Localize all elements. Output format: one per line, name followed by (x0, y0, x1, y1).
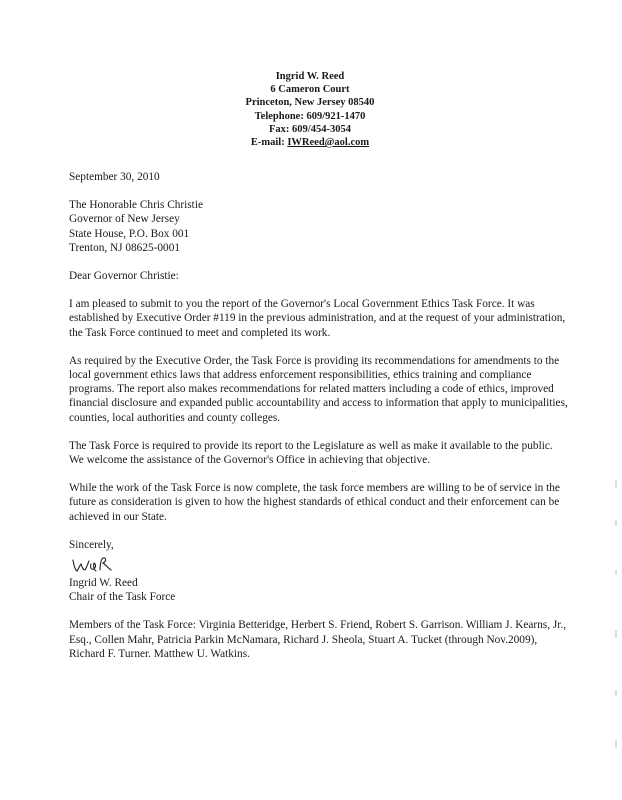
sender-fax: Fax: 609/454-3054 (269, 123, 351, 135)
sender-city: Princeton, New Jersey 08540 (245, 97, 375, 109)
sender-telephone: Telephone: 609/921-1470 (254, 110, 366, 122)
recipient-line: Governor of New Jersey (69, 213, 180, 226)
task-force-members: Members of the Task Force: Virginia Betteridge, Herbert S. Friend, Robert S. Garrison. William J. Kearns, Jr., Esq., Collen Mahr, Patricia Parkin McNamara, Richard J. Sheola, Stuart A. Tucket (through Nov.2009), Richard F. Turner. Matthew U. Watkins. (69, 619, 567, 660)
email-address: IWReed@aol.com (287, 137, 370, 149)
body-paragraph: I am pleased to submit to you the report of the Governor's Local Government Ethics Task Force. It was established by Executive Order #119 in the previous administration, and at the request of your administration, the Task Force continued to meet and completed its work. (69, 298, 566, 339)
body-paragraph: As required by the Executive Order, the Task Force is providing its recommendations for amendments to the local government ethics laws that address enforcement responsibilities, ethics training and compliance programs. The report also makes recommendations for related matters including a code of ethics, improved financial disclosure and expanded public accountability and access to information that apply to municipalities, counties, local authorities and county colleges. (69, 354, 568, 424)
signer-name: Ingrid W. Reed (69, 577, 138, 590)
letterhead (200, 70, 420, 149)
closing: Sincerely, (69, 538, 114, 551)
recipient-address (69, 198, 569, 255)
scan-margin-marks (614, 480, 618, 780)
sender-name: Ingrid W. Reed (275, 71, 345, 82)
letter-date: September 30, 2010 (69, 171, 160, 183)
salutation: Dear Governor Christie: (69, 270, 179, 283)
letter-body (69, 170, 569, 661)
recipient-line: State House, P.O. Box 001 (69, 227, 190, 240)
sender-email-line (200, 136, 420, 149)
signer-block (69, 576, 569, 604)
body-paragraph: The Task Force is required to provide its report to the Legislature as well as make it available to the public. We welcome the assistance of the Governor's Office in achieving that objective. (69, 439, 553, 467)
signer-title: Chair of the Task Force (69, 591, 176, 604)
body-paragraph: While the work of the Task Force is now complete, the task force members are willing to be of service in the future as consideration is given to how the highest standards of ethical conduct and their enforcement can be achieved in our State. (69, 482, 560, 523)
recipient-line: The Honorable Chris Christie (69, 199, 203, 212)
sender-street: 6 Cameron Court (270, 84, 350, 96)
recipient-line: Trenton, NJ 08625-0001 (69, 241, 180, 254)
handwritten-signature (69, 554, 569, 574)
email-label: E-mail: (250, 137, 288, 149)
